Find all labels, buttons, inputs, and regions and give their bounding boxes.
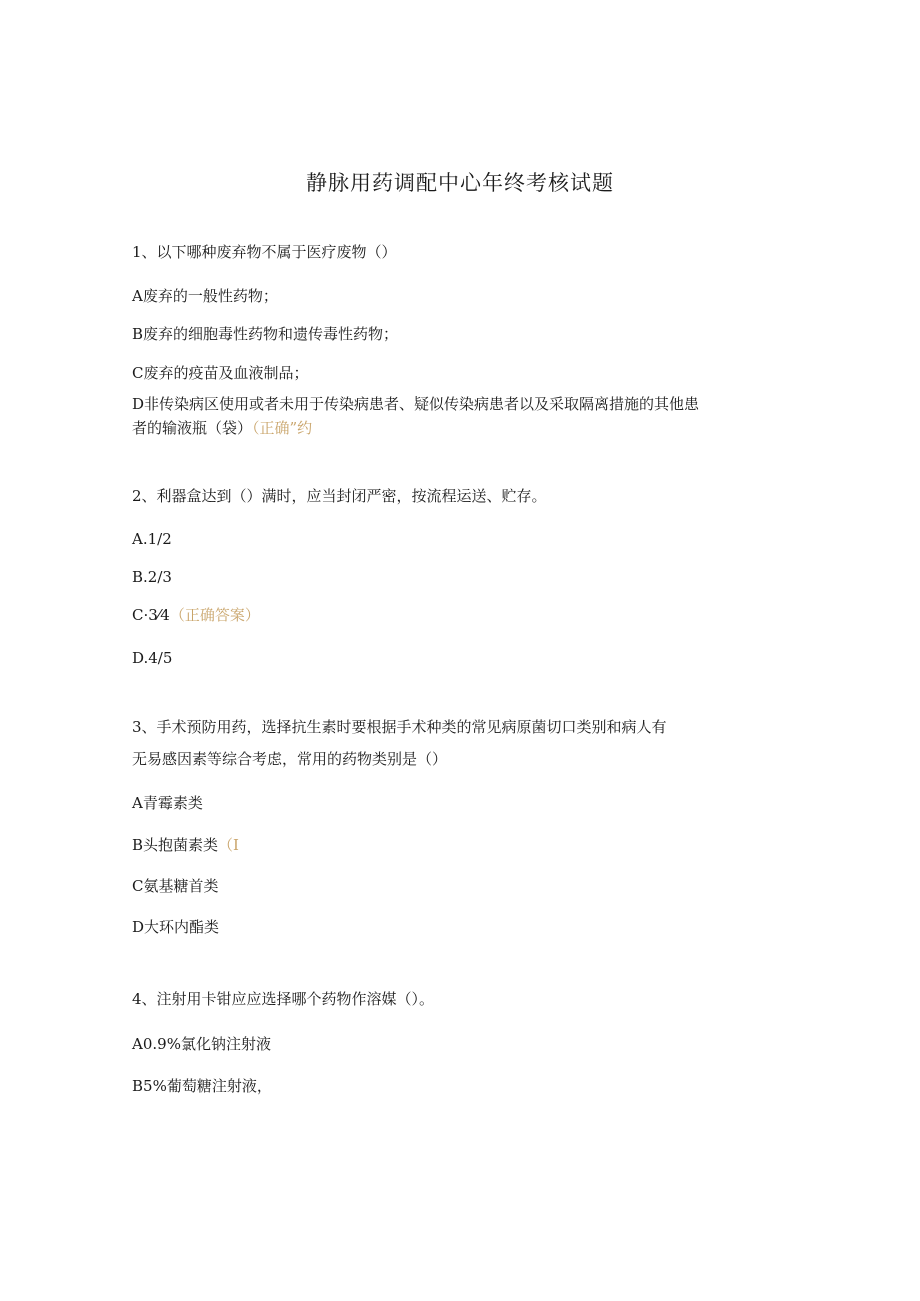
question-4-option-a: A0.9%氯化钠注射液: [132, 1035, 271, 1053]
question-3-option-a: A青霉素类: [132, 794, 203, 812]
question-2-option-b: B.2/3: [132, 568, 172, 586]
question-2-option-a: A.1/2: [132, 530, 172, 548]
question-3-option-d: D大环内酯类: [132, 918, 220, 936]
page-title: 静脉用药调配中心年终考核试题: [306, 171, 614, 195]
question-3-stem-line2: 无易感因素等综合考虑，常用的药物类别是（）: [132, 750, 448, 768]
question-1-option-d-continued: [132, 417, 792, 439]
answer-note: （正确”约: [252, 419, 313, 437]
question-1-stem: 1、以下哪种废弃物不属于医疗废物（）: [132, 243, 397, 261]
question-2-stem: 2、利器盒达到（）满时，应当封闭严密，按流程运送、贮存。: [132, 487, 547, 505]
question-3-option-c: C氨基糖首类: [132, 877, 219, 895]
option-text: B头抱菌素类: [132, 836, 219, 854]
option-text: C·3⁄4: [132, 606, 170, 624]
question-1-option-a: A废弃的一般性药物；: [132, 287, 278, 305]
question-3-stem: 3、手术预防用药，选择抗生素时要根据手术种类的常见病原菌切口类别和病人有: [132, 718, 667, 736]
question-2-option-d: D.4/5: [132, 649, 173, 667]
question-1-option-d: D非传染病区使用或者未用于传染病患者、疑似传染病患者以及采取隔离措施的其他患: [132, 395, 700, 413]
answer-note: （I: [218, 836, 239, 854]
question-4-option-b: B5%葡萄糖注射液，: [132, 1077, 272, 1095]
option-text: 者的输液瓶（袋）: [132, 419, 253, 437]
question-4-stem: 4、注射用卡钳应应选择哪个药物作溶媒（）。: [132, 990, 435, 1008]
question-1-option-c: C废弃的疫苗及血液制品；: [132, 364, 309, 382]
question-1-option-b: B废弃的细胞毒性药物和遗传毒性药物；: [132, 325, 399, 343]
answer-note: （正确答案）: [169, 606, 260, 624]
question-2-option-c: [132, 604, 792, 626]
question-3-option-b: [132, 834, 792, 856]
